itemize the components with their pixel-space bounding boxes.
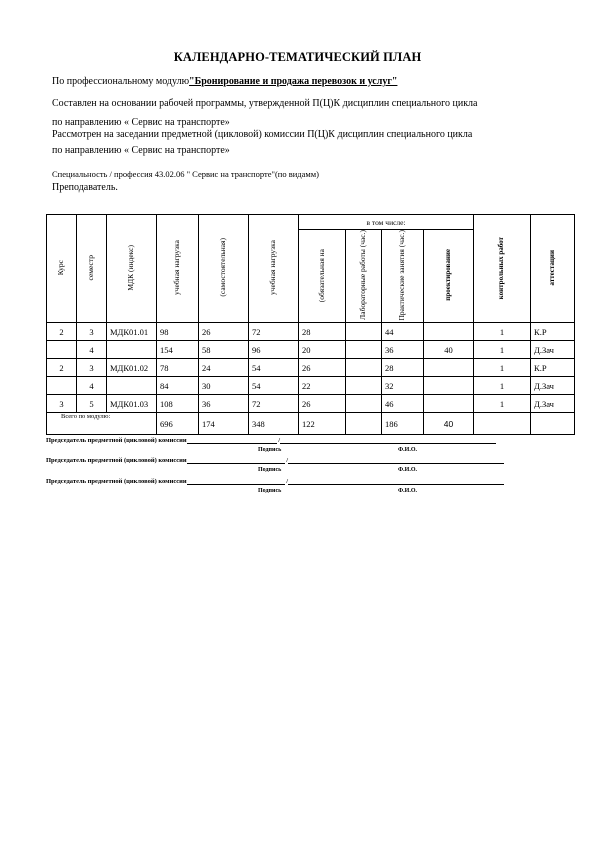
name-blank <box>288 456 504 464</box>
table-cell-mdk <box>107 377 157 395</box>
total-cell <box>531 413 575 435</box>
table-cell-proj <box>424 377 474 395</box>
table-cell-ctrl: 1 <box>474 395 531 413</box>
signature-line <box>46 477 504 485</box>
table-cell-proj <box>424 323 474 341</box>
table-cell-self: 58 <box>199 341 249 359</box>
table-cell-ctrl: 1 <box>474 377 531 395</box>
header-max-load: учебная нагрузка <box>157 215 199 323</box>
header-labs: Лабораторные работы (час.) <box>346 230 382 323</box>
review-line-1: Рассмотрен на заседании предметной (цикловой) комиссии П(Ц)К дисциплин специального цикла <box>52 129 473 140</box>
table-cell-att: Д.Зач <box>531 395 575 413</box>
total-cell: 174 <box>199 413 249 435</box>
table-cell-att: Д.Зач <box>531 341 575 359</box>
table-cell-mdk: МДК01.02 <box>107 359 157 377</box>
table-cell-lab <box>346 395 382 413</box>
table-cell-max: 154 <box>157 341 199 359</box>
total-cell: 122 <box>299 413 346 435</box>
table-cell-cls: 96 <box>249 341 299 359</box>
table-row <box>47 341 575 359</box>
total-cell: 40 <box>424 413 474 435</box>
page-title: КАЛЕНДАРНО-ТЕМАТИЧЕСКИЙ ПЛАН <box>173 50 422 64</box>
teacher-line: Преподаватель. <box>52 182 118 193</box>
table-cell-proj <box>424 359 474 377</box>
name-caption: Ф.И.О. <box>398 488 417 494</box>
signature-blank <box>187 456 285 464</box>
chair-label: Председатель предметной (цикловой) комиссии <box>46 478 187 485</box>
table-cell-prac: 46 <box>382 395 424 413</box>
table-cell-att: К.Р <box>531 359 575 377</box>
total-row <box>47 413 575 435</box>
total-cell <box>474 413 531 435</box>
table-cell-mdk <box>107 341 157 359</box>
table-cell-theory: 28 <box>299 323 346 341</box>
module-prefix: По профессиональному модулю <box>52 76 190 87</box>
table-cell-mdk: МДК01.01 <box>107 323 157 341</box>
table-cell-course <box>47 377 77 395</box>
table-row <box>47 323 575 341</box>
table-cell-theory: 26 <box>299 395 346 413</box>
name-blank <box>288 477 504 485</box>
header-control-works: контрольных работ <box>474 215 531 323</box>
header-practice: Практические занятия (час.) <box>382 230 424 323</box>
table-cell-max: 84 <box>157 377 199 395</box>
table-cell-att: Д.Зач <box>531 377 575 395</box>
slash: / <box>278 437 281 444</box>
table-cell-theory: 26 <box>299 359 346 377</box>
table-cell-theory: 20 <box>299 341 346 359</box>
table-cell-course: 2 <box>47 323 77 341</box>
table-cell-prac: 44 <box>382 323 424 341</box>
table-cell-max: 98 <box>157 323 199 341</box>
table-cell-course: 3 <box>47 395 77 413</box>
table-cell-cls: 72 <box>249 395 299 413</box>
module-line <box>52 76 397 87</box>
table-cell-self: 26 <box>199 323 249 341</box>
signature-line <box>46 436 496 444</box>
signature-blank <box>187 477 285 485</box>
header-theory: (обязательная на <box>299 230 346 323</box>
table-cell-prac: 28 <box>382 359 424 377</box>
table-cell-mdk: МДК01.03 <box>107 395 157 413</box>
module-name: "Бронирование и продажа перевозок и услуг" <box>189 76 398 87</box>
table-cell-sem: 5 <box>77 395 107 413</box>
chair-label: Председатель предметной (цикловой) комиссии <box>46 457 187 464</box>
table-cell-cls: 72 <box>249 323 299 341</box>
signature-line <box>46 456 504 464</box>
signature-blank <box>187 436 277 444</box>
basis-line-2: по направлению « Сервис на транспорте» <box>52 117 230 128</box>
total-cell: 696 <box>157 413 199 435</box>
header-course-project: проектирование <box>424 230 474 323</box>
table-cell-ctrl: 1 <box>474 341 531 359</box>
table-cell-proj <box>424 395 474 413</box>
table-cell-prac: 32 <box>382 377 424 395</box>
table-cell-prac: 36 <box>382 341 424 359</box>
specialty-line: Специальность / профессия 43.02.06 " Сервис на транспорте"(по видамм) <box>52 169 319 179</box>
signature-caption: Подпись <box>258 447 282 453</box>
table-row <box>47 377 575 395</box>
total-label: Всего по модулю: <box>47 413 157 435</box>
table-row <box>47 359 575 377</box>
table-cell-att: К.Р <box>531 323 575 341</box>
signature-caption: Подпись <box>258 467 282 473</box>
table-cell-sem: 3 <box>77 359 107 377</box>
table-cell-self: 24 <box>199 359 249 377</box>
table-cell-max: 108 <box>157 395 199 413</box>
table-cell-ctrl: 1 <box>474 359 531 377</box>
total-cell <box>346 413 382 435</box>
name-blank <box>280 436 496 444</box>
table-cell-lab <box>346 359 382 377</box>
header-class-load: учебная нагрузка <box>249 215 299 323</box>
header-self-work: (самостоятельная) <box>199 215 249 323</box>
header-course: Курс <box>47 215 77 323</box>
table-row <box>47 395 575 413</box>
total-cell: 348 <box>249 413 299 435</box>
slash: / <box>286 457 289 464</box>
table-cell-sem: 3 <box>77 323 107 341</box>
table-cell-lab <box>346 323 382 341</box>
name-caption: Ф.И.О. <box>398 447 417 453</box>
chair-label: Председатель предметной (цикловой) комиссии <box>46 437 187 444</box>
slash: / <box>286 478 289 485</box>
table-cell-sem: 4 <box>77 377 107 395</box>
table-cell-cls: 54 <box>249 377 299 395</box>
signature-caption: Подпись <box>258 488 282 494</box>
name-caption: Ф.И.О. <box>398 467 417 473</box>
header-semester: семестр <box>77 215 107 323</box>
table-cell-cls: 54 <box>249 359 299 377</box>
plan-table <box>46 214 575 435</box>
header-attestation: аттестации <box>531 215 575 323</box>
table-cell-ctrl: 1 <box>474 323 531 341</box>
table-cell-theory: 22 <box>299 377 346 395</box>
total-cell: 186 <box>382 413 424 435</box>
review-line-2: по направлению « Сервис на транспорте» <box>52 145 230 156</box>
table-cell-self: 30 <box>199 377 249 395</box>
table-cell-lab <box>346 377 382 395</box>
table-cell-sem: 4 <box>77 341 107 359</box>
header-mdk: МДК (индекс) <box>107 215 157 323</box>
table-cell-course <box>47 341 77 359</box>
basis-line-1: Составлен на основании рабочей программы, утвержденной П(Ц)К дисциплин специального цикла <box>52 98 478 109</box>
table-cell-proj: 40 <box>424 341 474 359</box>
header-including: в том числе: <box>299 215 474 230</box>
table-cell-self: 36 <box>199 395 249 413</box>
table-cell-lab <box>346 341 382 359</box>
table-cell-course: 2 <box>47 359 77 377</box>
table-cell-max: 78 <box>157 359 199 377</box>
